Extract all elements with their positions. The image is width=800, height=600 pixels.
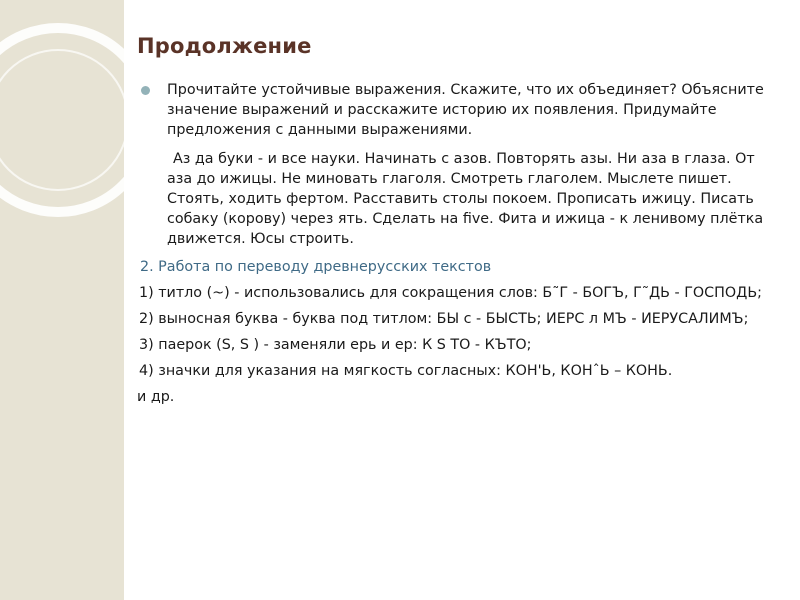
slide-content	[137, 80, 777, 407]
list-item-2: 2) выносная буква - буква под титлом: БЫ с - БЫСТЬ; ИЕРС л МЪ - ИЕРУСАЛИМЪ;	[139, 311, 749, 327]
bullet-dot-icon	[141, 86, 150, 95]
list-item-3: 3) паерок (S, S ) - заменяли ерь и ер: К S ТО - КЪТО;	[139, 337, 532, 353]
bullet-item	[137, 80, 777, 140]
list-item-4: 4) значки для указания на мягкость согласных: КОН'Ь, КОНˆЬ – КОНЬ.	[139, 363, 673, 379]
expressions-paragraph: Аз да буки - и все науки. Начинать с азов. Повторять азы. Ни аза в глаза. От аза до ижицы. Не миновать глаголя. Смотреть глаголем. Мыслете пишет. Стоять, ходить фертом. Расставить столы покоем. Прописать ижицу. Писать собаку (корову) через ять. Сделать на five. Фита и ижица - к ленивому плётка движется. Юсы строить.	[167, 151, 764, 247]
bullet-text: Прочитайте устойчивые выражения. Скажите, что их объединяет? Объясните значение выражений и расскажите историю их появления. Придумайте предложения с данными выражениями.	[167, 82, 764, 138]
list-item-1: 1) титло (~) - использовались для сокращения слов: Б˜Г - БОГЪ, Г˜ДЬ - ГОСПОДЬ;	[139, 285, 762, 301]
slide-title: Продолжение	[137, 34, 312, 58]
tail-text: и др.	[137, 389, 175, 405]
section-heading: 2. Работа по переводу древнерусских текстов	[140, 259, 492, 275]
